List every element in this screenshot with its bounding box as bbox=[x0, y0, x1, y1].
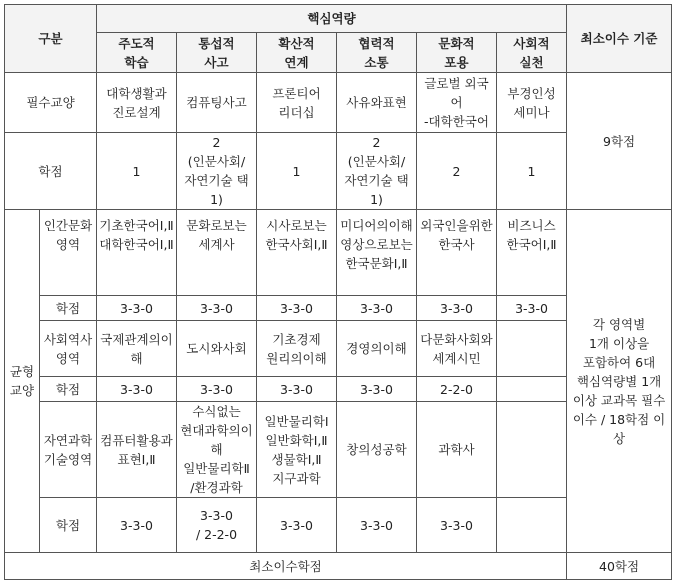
core-competency-header: 핵심역량 bbox=[97, 5, 567, 33]
course-cell: 과학사 bbox=[417, 402, 497, 498]
course-cell: 미디어의이해 영상으로보는 한국문화Ⅰ,Ⅱ bbox=[337, 210, 417, 296]
course-cell: 도시와사회 bbox=[177, 321, 257, 377]
balanced-criteria: 각 영역별 1개 이상을 포함하여 6대 핵심역량별 1개 이상 교과목 필수 이수 / 18학점 이상 bbox=[567, 210, 672, 553]
credit-cell bbox=[497, 377, 567, 402]
course-cell: 시사로보는 한국사회Ⅰ,Ⅱ bbox=[257, 210, 337, 296]
course-cell: 일반물리학Ⅰ 일반화학Ⅰ,Ⅱ 생물학Ⅰ,Ⅱ 지구과학 bbox=[257, 402, 337, 498]
competency-header: 사회적 실천 bbox=[497, 33, 567, 73]
course-cell: 외국인을위한 한국사 bbox=[417, 210, 497, 296]
credit-cell bbox=[497, 498, 567, 553]
credit-cell: 1 bbox=[257, 133, 337, 210]
credit-cell: 3-3-0 / 2-2-0 bbox=[177, 498, 257, 553]
credit-cell: 3-3-0 bbox=[177, 377, 257, 402]
credit-cell: 3-3-0 bbox=[257, 498, 337, 553]
credit-cell: 3-3-0 bbox=[417, 296, 497, 321]
credit-cell: 3-3-0 bbox=[417, 498, 497, 553]
credit-cell: 1 bbox=[497, 133, 567, 210]
division-header: 구분 bbox=[5, 5, 97, 73]
credit-cell: 3-3-0 bbox=[97, 498, 177, 553]
course-cell: 다문화사회와 세계시민 bbox=[417, 321, 497, 377]
course-cell bbox=[497, 402, 567, 498]
credit-cell: 2-2-0 bbox=[417, 377, 497, 402]
course-cell: 글로벌 외국어 -대학한국어 bbox=[417, 73, 497, 133]
competency-header: 주도적 학습 bbox=[97, 33, 177, 73]
course-cell: 문화로보는 세계사 bbox=[177, 210, 257, 296]
course-cell: 국제관계의이해 bbox=[97, 321, 177, 377]
credit-cell: 3-3-0 bbox=[337, 296, 417, 321]
competency-header: 협력적 소통 bbox=[337, 33, 417, 73]
competency-header: 문화적 포용 bbox=[417, 33, 497, 73]
required-criteria: 9학점 bbox=[567, 73, 672, 210]
credit-label: 학점 bbox=[5, 133, 97, 210]
total-row bbox=[5, 553, 672, 580]
credit-cell: 3-3-0 bbox=[177, 296, 257, 321]
balanced-label: 균형 교양 bbox=[5, 210, 40, 553]
credit-cell: 3-3-0 bbox=[337, 377, 417, 402]
credit-label: 학점 bbox=[40, 498, 97, 553]
credit-cell: 3-3-0 bbox=[337, 498, 417, 553]
curriculum-table bbox=[4, 4, 672, 580]
total-value: 40학점 bbox=[567, 553, 672, 580]
total-label: 최소이수학점 bbox=[5, 553, 567, 580]
credit-cell: 2 (인문사회/ 자연기술 택1) bbox=[337, 133, 417, 210]
course-cell: 기초한국어Ⅰ,Ⅱ 대학한국어Ⅰ,Ⅱ bbox=[97, 210, 177, 296]
credit-cell: 3-3-0 bbox=[257, 377, 337, 402]
credit-cell: 2 bbox=[417, 133, 497, 210]
competency-header: 확산적 연계 bbox=[257, 33, 337, 73]
course-cell: 수식없는 현대과학의이해 일반물리학Ⅱ /환경과학 bbox=[177, 402, 257, 498]
course-cell: 창의성공학 bbox=[337, 402, 417, 498]
course-cell: 기초경제 원리의이해 bbox=[257, 321, 337, 377]
humanities-courses-row bbox=[5, 210, 672, 296]
credit-cell: 1 bbox=[97, 133, 177, 210]
course-cell: 프론티어 리더십 bbox=[257, 73, 337, 133]
competency-header: 통섭적 사고 bbox=[177, 33, 257, 73]
area-label: 자연과학 기술영역 bbox=[40, 402, 97, 498]
credit-label: 학점 bbox=[40, 296, 97, 321]
required-courses-row bbox=[5, 73, 672, 133]
course-cell: 부경인성 세미나 bbox=[497, 73, 567, 133]
course-cell: 대학생활과 진로설계 bbox=[97, 73, 177, 133]
course-cell: 컴퓨팅사고 bbox=[177, 73, 257, 133]
min-credit-criteria-header: 최소이수 기준 bbox=[567, 5, 672, 73]
course-cell: 사유와표현 bbox=[337, 73, 417, 133]
area-label: 인간문화 영역 bbox=[40, 210, 97, 296]
credit-cell: 3-3-0 bbox=[497, 296, 567, 321]
credit-cell: 3-3-0 bbox=[257, 296, 337, 321]
required-label: 필수교양 bbox=[5, 73, 97, 133]
credit-cell: 2 (인문사회/ 자연기술 택1) bbox=[177, 133, 257, 210]
course-cell: 컴퓨터활용과 표현Ⅰ,Ⅱ bbox=[97, 402, 177, 498]
area-label: 사회역사 영역 bbox=[40, 321, 97, 377]
course-cell: 경영의이해 bbox=[337, 321, 417, 377]
course-cell bbox=[497, 321, 567, 377]
course-cell: 비즈니스 한국어Ⅰ,Ⅱ bbox=[497, 210, 567, 296]
credit-label: 학점 bbox=[40, 377, 97, 402]
credit-cell: 3-3-0 bbox=[97, 296, 177, 321]
credit-cell: 3-3-0 bbox=[97, 377, 177, 402]
